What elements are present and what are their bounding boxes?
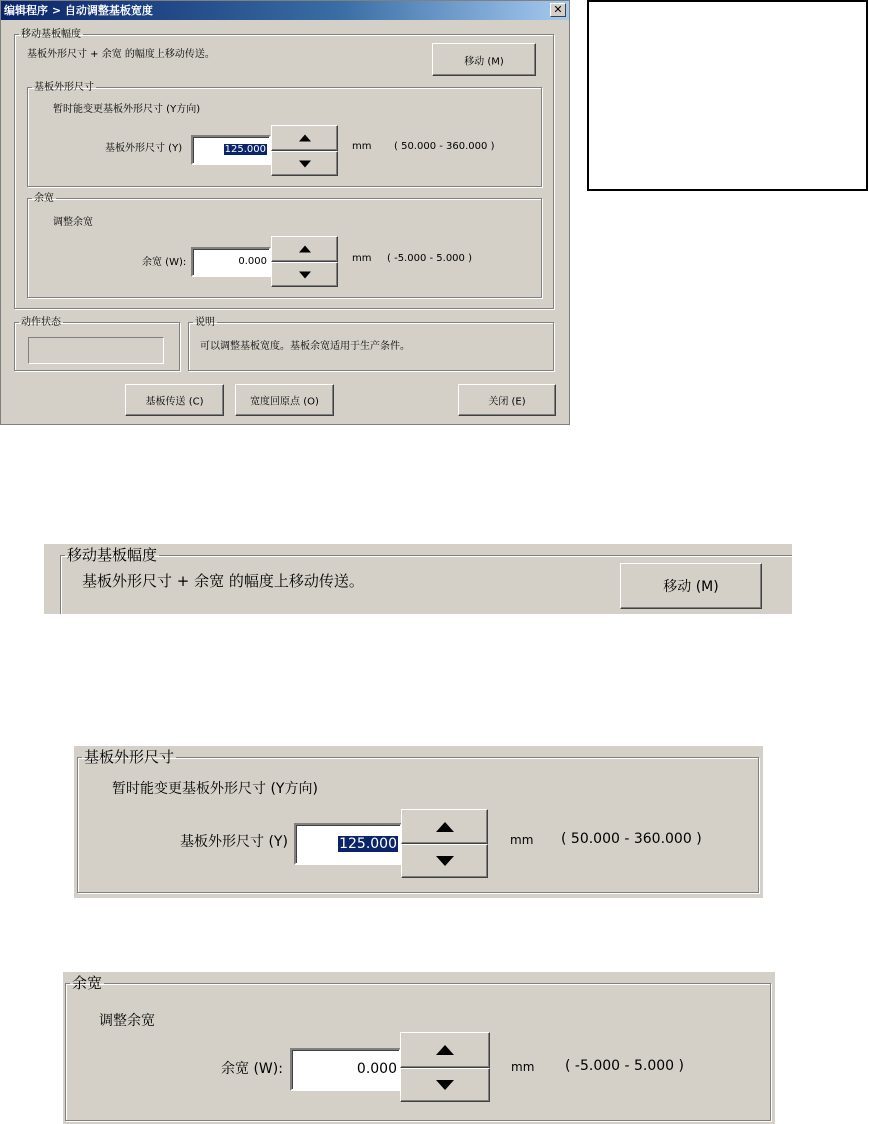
- margin-group-legend: 余宽: [34, 193, 54, 204]
- zoom-margin-unit: mm: [511, 1060, 535, 1074]
- zoom-size-decrement-button[interactable]: [401, 844, 488, 878]
- up-arrow-icon: [299, 246, 311, 253]
- explanation-group-legend: 说明: [195, 317, 215, 328]
- zoom-margin-increment-button[interactable]: [400, 1032, 490, 1068]
- zoom-size-legend: 基板外形尺寸: [84, 748, 175, 766]
- board-transfer-button[interactable]: [125, 384, 224, 416]
- zoom-move-panel: [44, 544, 792, 614]
- margin-unit: mm: [352, 253, 372, 264]
- move-description: 基板外形尺寸 + 余宽 的幅度上移动传送。: [27, 49, 215, 60]
- size-note: 暂时能变更基板外形尺寸 (Y方向): [53, 104, 201, 115]
- margin-decrement-button[interactable]: [271, 262, 338, 287]
- move-button[interactable]: [432, 43, 536, 76]
- zoom-margin-legend: 余宽: [72, 974, 103, 992]
- zoom-margin-value: 0.000: [356, 1061, 397, 1077]
- zoom-move-legend: 移动基板幅度: [67, 546, 158, 564]
- blank-note-box: [587, 0, 868, 191]
- size-decrement-button[interactable]: [271, 151, 338, 176]
- move-button-label: 移动 (M): [464, 56, 504, 67]
- zoom-margin-panel: [63, 972, 775, 1124]
- up-arrow-icon: [299, 135, 311, 142]
- width-origin-button[interactable]: [235, 384, 334, 416]
- auto-width-dialog: [0, 0, 570, 425]
- margin-field-label: 余宽 (W):: [142, 257, 187, 268]
- dialog-title-bar: [1, 1, 569, 20]
- close-button[interactable]: [458, 384, 556, 416]
- move-group-legend: 移动基板幅度: [21, 29, 81, 40]
- zoom-size-range: ( 50.000 - 360.000 ): [561, 831, 702, 847]
- zoom-board-size-value: 125.000: [339, 836, 397, 852]
- down-arrow-icon: [299, 160, 311, 167]
- zoom-board-size-spinner[interactable]: [401, 809, 488, 878]
- zoom-board-size-input[interactable]: [294, 823, 402, 865]
- zoom-margin-decrement-button[interactable]: [400, 1068, 490, 1102]
- down-arrow-icon: [436, 856, 454, 866]
- zoom-margin-input[interactable]: [290, 1048, 401, 1091]
- down-arrow-icon: [299, 271, 311, 278]
- up-arrow-icon: [436, 822, 454, 832]
- status-group-legend: 动作状态: [21, 317, 61, 328]
- up-arrow-icon: [436, 1045, 454, 1055]
- explanation-text: 可以调整基板宽度。基板余宽适用于生产条件。: [200, 341, 410, 352]
- close-icon[interactable]: ✕: [550, 3, 566, 17]
- margin-spinner[interactable]: [271, 236, 338, 287]
- board-size-spinner[interactable]: [271, 125, 338, 176]
- size-field-label: 基板外形尺寸 (Y): [105, 143, 183, 154]
- board-size-input[interactable]: [191, 135, 271, 165]
- size-unit: mm: [352, 141, 372, 152]
- margin-input[interactable]: [191, 247, 271, 277]
- board-transfer-label: 基板传送 (C): [145, 396, 204, 408]
- zoom-size-increment-button[interactable]: [401, 809, 488, 844]
- zoom-margin-spinner[interactable]: [400, 1032, 490, 1102]
- zoom-size-unit: mm: [510, 833, 534, 847]
- size-range: ( 50.000 - 360.000 ): [394, 141, 495, 152]
- down-arrow-icon: [436, 1080, 454, 1090]
- close-button-label: 关闭 (E): [488, 396, 526, 408]
- zoom-size-note: 暂时能变更基板外形尺寸 (Y方向): [112, 781, 318, 797]
- width-origin-label: 宽度回原点 (O): [250, 396, 319, 408]
- margin-increment-button[interactable]: [271, 236, 338, 262]
- size-group-legend: 基板外形尺寸: [34, 82, 94, 93]
- margin-range: ( -5.000 - 5.000 ): [387, 253, 472, 264]
- zoom-margin-field-label: 余宽 (W):: [221, 1061, 283, 1077]
- dialog-title: 编辑程序 > 自动调整基板宽度: [4, 4, 153, 17]
- board-size-value: 125.000: [224, 144, 266, 155]
- margin-value: 0.000: [238, 256, 267, 267]
- status-display: [28, 337, 164, 364]
- zoom-size-panel: [74, 746, 763, 898]
- zoom-move-description: 基板外形尺寸 + 余宽 的幅度上移动传送。: [82, 572, 364, 590]
- zoom-move-button[interactable]: [620, 563, 762, 609]
- zoom-margin-range: ( -5.000 - 5.000 ): [565, 1058, 684, 1074]
- size-increment-button[interactable]: [271, 125, 338, 151]
- zoom-margin-note: 调整余宽: [99, 1013, 155, 1029]
- zoom-move-button-label: 移动 (M): [663, 579, 719, 595]
- zoom-size-field-label: 基板外形尺寸 (Y): [180, 834, 288, 850]
- margin-note: 调整余宽: [53, 217, 93, 228]
